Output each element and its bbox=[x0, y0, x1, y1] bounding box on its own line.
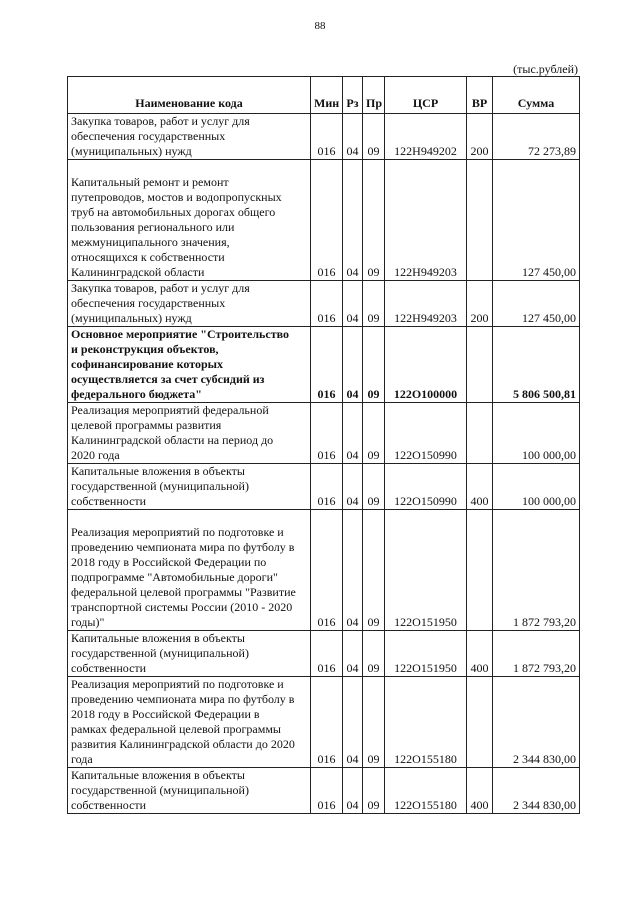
cell-name bbox=[68, 327, 311, 403]
cell-sum: 2 344 830,00 bbox=[493, 768, 580, 814]
table-row bbox=[68, 631, 580, 677]
table-row bbox=[68, 510, 580, 631]
cell-pr: 09 bbox=[363, 160, 385, 281]
table-row bbox=[68, 114, 580, 160]
cell-sum: 1 872 793,20 bbox=[493, 510, 580, 631]
cell-min: 016 bbox=[311, 403, 343, 464]
cell-csr: 122O151950 bbox=[385, 510, 467, 631]
cell-min: 016 bbox=[311, 327, 343, 403]
cell-rz: 04 bbox=[343, 114, 363, 160]
cell-vr: 400 bbox=[467, 631, 493, 677]
column-header-rz: Рз bbox=[343, 77, 363, 114]
cell-rz: 04 bbox=[343, 510, 363, 631]
column-header-vr: ВР bbox=[467, 77, 493, 114]
cell-min: 016 bbox=[311, 160, 343, 281]
cell-name bbox=[68, 114, 311, 160]
row-name-text: Реализация мероприятий федеральной целевой программы развития Калининградской области на период до 2020 года bbox=[71, 403, 274, 462]
table-body bbox=[68, 114, 580, 814]
cell-min: 016 bbox=[311, 281, 343, 327]
table-row bbox=[68, 160, 580, 281]
cell-min: 016 bbox=[311, 768, 343, 814]
cell-csr: 122H949203 bbox=[385, 160, 467, 281]
cell-min: 016 bbox=[311, 114, 343, 160]
cell-vr bbox=[467, 510, 493, 631]
cell-csr: 122H949203 bbox=[385, 281, 467, 327]
row-name-text: Капитальные вложения в объекты государственной (муниципальной) собственности bbox=[71, 631, 249, 675]
table-row bbox=[68, 403, 580, 464]
units-label: (тыс.рублей) bbox=[513, 62, 578, 76]
table-row bbox=[68, 281, 580, 327]
cell-vr: 200 bbox=[467, 114, 493, 160]
cell-rz: 04 bbox=[343, 631, 363, 677]
cell-min: 016 bbox=[311, 510, 343, 631]
column-header-pr: Пр bbox=[363, 77, 385, 114]
cell-pr: 09 bbox=[363, 510, 385, 631]
cell-sum: 5 806 500,81 bbox=[493, 327, 580, 403]
table-row bbox=[68, 464, 580, 510]
cell-sum: 100 000,00 bbox=[493, 403, 580, 464]
cell-vr: 400 bbox=[467, 464, 493, 510]
budget-table bbox=[67, 76, 580, 814]
cell-min: 016 bbox=[311, 631, 343, 677]
row-name-text: Капитальные вложения в объекты государственной (муниципальной) собственности bbox=[71, 464, 249, 508]
cell-csr: 122O150990 bbox=[385, 403, 467, 464]
row-name-text: Капитальные вложения в объекты государственной (муниципальной) собственности bbox=[71, 768, 249, 812]
cell-pr: 09 bbox=[363, 114, 385, 160]
cell-min: 016 bbox=[311, 464, 343, 510]
cell-rz: 04 bbox=[343, 403, 363, 464]
row-name-text: Реализация мероприятий по подготовке и проведению чемпионата мира по футболу в 2018 году в Российской Федерации в рамках федеральной целевой программы развития Калининградской области до 2020 года bbox=[71, 677, 295, 766]
cell-name bbox=[68, 631, 311, 677]
cell-csr: 122O100000 bbox=[385, 327, 467, 403]
cell-name bbox=[68, 510, 311, 631]
column-header-min: Мин bbox=[311, 77, 343, 114]
cell-name bbox=[68, 281, 311, 327]
cell-pr: 09 bbox=[363, 327, 385, 403]
table-header-row bbox=[68, 77, 580, 114]
cell-pr: 09 bbox=[363, 403, 385, 464]
cell-rz: 04 bbox=[343, 160, 363, 281]
cell-vr bbox=[467, 160, 493, 281]
table-row bbox=[68, 327, 580, 403]
cell-sum: 1 872 793,20 bbox=[493, 631, 580, 677]
cell-vr bbox=[467, 677, 493, 768]
cell-vr: 200 bbox=[467, 281, 493, 327]
table-row bbox=[68, 768, 580, 814]
cell-rz: 04 bbox=[343, 677, 363, 768]
column-header-sum: Сумма bbox=[493, 77, 580, 114]
cell-pr: 09 bbox=[363, 464, 385, 510]
cell-csr: 122O151950 bbox=[385, 631, 467, 677]
cell-pr: 09 bbox=[363, 677, 385, 768]
cell-vr: 400 bbox=[467, 768, 493, 814]
cell-name bbox=[68, 160, 311, 281]
column-header-csr: ЦСР bbox=[385, 77, 467, 114]
row-name-text: Закупка товаров, работ и услуг для обеспечения государственных (муниципальных) нужд bbox=[71, 114, 250, 158]
cell-sum: 72 273,89 bbox=[493, 114, 580, 160]
cell-sum: 127 450,00 bbox=[493, 160, 580, 281]
cell-csr: 122O155180 bbox=[385, 677, 467, 768]
column-header-name: Наименование кода bbox=[68, 77, 311, 114]
cell-rz: 04 bbox=[343, 327, 363, 403]
cell-name bbox=[68, 464, 311, 510]
cell-name bbox=[68, 768, 311, 814]
cell-sum: 127 450,00 bbox=[493, 281, 580, 327]
cell-rz: 04 bbox=[343, 768, 363, 814]
table-row bbox=[68, 677, 580, 768]
cell-vr bbox=[467, 327, 493, 403]
row-name-text: Основное мероприятие "Строительство и реконструкция объектов, софинансирование которых осуществляется за счет субсидий из федерального бюджета" bbox=[71, 327, 290, 401]
cell-sum: 100 000,00 bbox=[493, 464, 580, 510]
cell-pr: 09 bbox=[363, 281, 385, 327]
cell-csr: 122H949202 bbox=[385, 114, 467, 160]
cell-name bbox=[68, 677, 311, 768]
row-name-text: Закупка товаров, работ и услуг для обеспечения государственных (муниципальных) нужд bbox=[71, 281, 250, 325]
cell-pr: 09 bbox=[363, 631, 385, 677]
cell-name bbox=[68, 403, 311, 464]
cell-sum: 2 344 830,00 bbox=[493, 677, 580, 768]
cell-vr bbox=[467, 403, 493, 464]
cell-rz: 04 bbox=[343, 464, 363, 510]
row-name-text: Капитальный ремонт и ремонт путепроводов, мостов и водопропускных труб на автомобильных дорогах общего пользования регионального или межмуниципального значения, относящихся к собственности Калининградской области bbox=[71, 175, 282, 279]
row-name-text: Реализация мероприятий по подготовке и проведению чемпионата мира по футболу в 2018 году в Российской Федерации по подпрограмме "Автомобильные дороги" федеральной целевой программы "Развитие транспортной системы России (2010 - 2020 годы)" bbox=[71, 525, 296, 629]
cell-rz: 04 bbox=[343, 281, 363, 327]
cell-min: 016 bbox=[311, 677, 343, 768]
cell-csr: 122O155180 bbox=[385, 768, 467, 814]
cell-pr: 09 bbox=[363, 768, 385, 814]
cell-csr: 122O150990 bbox=[385, 464, 467, 510]
page-number: 88 bbox=[314, 20, 326, 32]
